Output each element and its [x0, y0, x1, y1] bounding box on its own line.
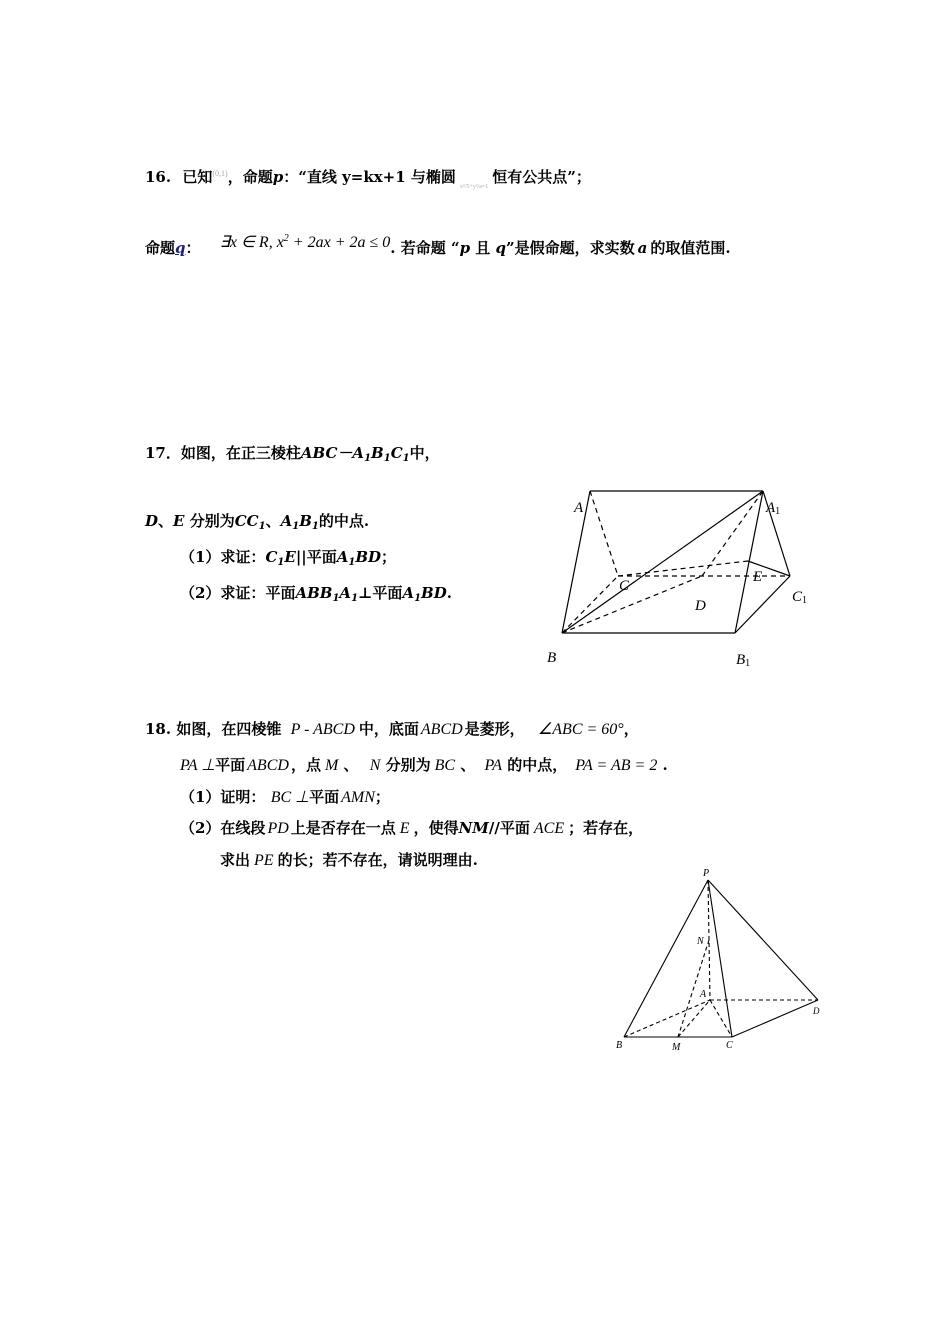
q18-part2-text-a: 上是否存在一点 — [290, 819, 396, 837]
q17-zhong: 中， — [409, 444, 440, 462]
q18-pa: PA — [484, 757, 503, 774]
q18-pyramid: P - ABCD — [290, 721, 355, 738]
q18-label-C: C — [726, 1040, 733, 1051]
q18-part1-end: ； — [374, 788, 390, 806]
q17-label-A: A — [574, 500, 584, 516]
q17-perp: ⊥平面 — [358, 584, 403, 602]
q17-number: 17 — [145, 444, 166, 462]
q18-nm: NM — [458, 819, 489, 837]
q16-q: q — [175, 239, 186, 257]
q16-colon: ： — [185, 239, 201, 257]
q18-part1-text: 平面 — [309, 788, 340, 806]
q18-eq: PA = AB = 2 — [575, 757, 658, 774]
q17-part2-end: . — [446, 584, 452, 602]
q17-part1-text: ||平面 — [295, 548, 337, 566]
q16-p2: p — [459, 239, 471, 257]
q18-base: ABCD — [420, 721, 463, 738]
q16-ellipse-image: x²/5+y²/a=1 — [459, 184, 489, 190]
q16-p: p — [272, 168, 284, 186]
q16-text-c: ：“直线 y=kx+1 与椭圆 — [283, 168, 456, 186]
q17-label-B: B — [547, 650, 557, 666]
q17-text: 分别为 — [184, 512, 235, 530]
q18-line2 — [180, 755, 668, 776]
q18-m: M — [324, 757, 339, 774]
q18-text-b: 中，底面 — [358, 720, 419, 738]
q17-cc1: $CC_1$ — [234, 512, 266, 532]
q18-label-P: P — [703, 868, 710, 879]
q18-part1-label: （1）证明： — [180, 788, 266, 806]
q17-sep: 、 — [158, 512, 174, 530]
q18-part2-text-e: 求出 — [220, 851, 251, 869]
q18-text-i: . — [657, 756, 668, 774]
q16-text-d: 恒有公共点”； — [492, 168, 591, 186]
q17-part2 — [180, 583, 452, 609]
q18-angle: ∠ABC = 60° — [537, 721, 624, 738]
q17-part1-label: （1）求证： — [180, 548, 266, 566]
q18-part2 — [180, 818, 643, 839]
q17-part1-end: ； — [381, 548, 397, 566]
q16-point-image: (0,1) — [212, 169, 228, 178]
q18-label-B: B — [616, 1040, 623, 1051]
q18-n: N — [369, 757, 381, 774]
q17-prism: $ABC-A_1B_1C_1$ — [300, 444, 410, 464]
q16-and: 且 — [470, 239, 496, 257]
q17-a1bd-2: $A_1BD$ — [402, 584, 447, 604]
q17-label-C: C — [619, 578, 630, 594]
q16-q2: q — [495, 239, 507, 257]
q18-part2-text-b: ，使得 — [413, 819, 459, 837]
q18-label-A: A — [700, 989, 707, 1000]
q18-e: E — [399, 820, 410, 837]
q18-sep: 、 — [338, 756, 364, 774]
q17-d: D — [145, 512, 159, 530]
q18-text-e: 平面 — [215, 756, 246, 774]
q16-a: a — [637, 239, 648, 257]
q18-text-c: 是菱形， — [464, 720, 525, 738]
q17-sep2: 、 — [265, 512, 281, 530]
q18-text-h: 的中点， — [502, 756, 568, 774]
q18-part1-math: BC ⊥ — [270, 789, 310, 806]
q16-line2 — [145, 235, 731, 259]
q18-number: 18. — [145, 720, 172, 738]
q18-base-2: ABCD — [247, 757, 289, 774]
q18-part2-text-f: 的长；若不存在，请说明理由. — [277, 851, 478, 869]
q18-text-g: 分别为 — [380, 756, 431, 774]
q18-ace: ACE — [533, 820, 565, 837]
q17-label-A1: A1 — [766, 500, 781, 517]
q18-text-d: ， — [623, 720, 639, 738]
q17-a1b1: $A_1B_1$ — [280, 512, 319, 532]
q17-abb1a1: $ABB_1A_1$ — [295, 584, 359, 604]
q18-line1 — [145, 719, 639, 740]
q17-line1 — [145, 443, 440, 469]
q17-c1e: $C_1E$ — [265, 548, 296, 568]
q17-midpoint: 的中点. — [318, 512, 370, 530]
q17-label-D: D — [695, 598, 706, 614]
q17-label-C1: C1 — [792, 589, 808, 606]
q16-text-f: . 若命题 “ — [390, 239, 460, 257]
q17-intro: ．如图，在正三棱柱 — [165, 444, 301, 462]
q16-text-a: 已知 — [182, 168, 213, 186]
q16-line1 — [145, 164, 591, 197]
q18-part2-text-c: //平面 — [488, 819, 530, 837]
q18-bc: BC — [434, 757, 456, 774]
q18-text-a: 如图，在四棱锥 — [171, 720, 282, 738]
q17-line2 — [145, 511, 369, 537]
q17-label-E: E — [753, 569, 763, 585]
q18-text-f: ，点 — [290, 756, 321, 774]
q16-number: 16. — [145, 168, 172, 186]
q18-sep2: 、 — [455, 756, 481, 774]
q18-amn: AMN — [341, 789, 375, 806]
q17-part2-label: （2）求证：平面 — [180, 584, 296, 602]
q16-text-b: ，命题 — [227, 168, 273, 186]
q17-a1bd: $A_1BD$ — [336, 548, 382, 568]
q18-label-M: M — [672, 1042, 681, 1053]
q17-e: E — [173, 512, 185, 530]
q16-text-g: ”是假命题，求实数 — [506, 239, 635, 257]
q18-part2-text-d: ；若存在， — [568, 819, 644, 837]
q16-formula: ∃x ∈ R, $x^2 + 2ax + 2a \le 0$ — [219, 233, 391, 251]
q17-prism-figure — [530, 478, 820, 678]
q18-label-N: N — [697, 936, 704, 947]
q18-part2-line2 — [220, 850, 478, 871]
q18-pe: PE — [254, 852, 274, 869]
q18-label-D: D — [813, 1006, 820, 1016]
q17-label-B1: B1 — [736, 652, 751, 669]
q18-pa-perp: PA ⊥ — [180, 757, 216, 774]
q18-part2-label: （2）在线段 — [180, 819, 266, 837]
q16-text-h: 的取值范围. — [650, 239, 731, 257]
q16-text-e: 命题 — [145, 239, 176, 257]
q18-pyramid-figure — [610, 862, 830, 1057]
q17-part1 — [180, 547, 396, 573]
q18-pd: PD — [267, 820, 289, 837]
q18-part1 — [180, 787, 390, 808]
